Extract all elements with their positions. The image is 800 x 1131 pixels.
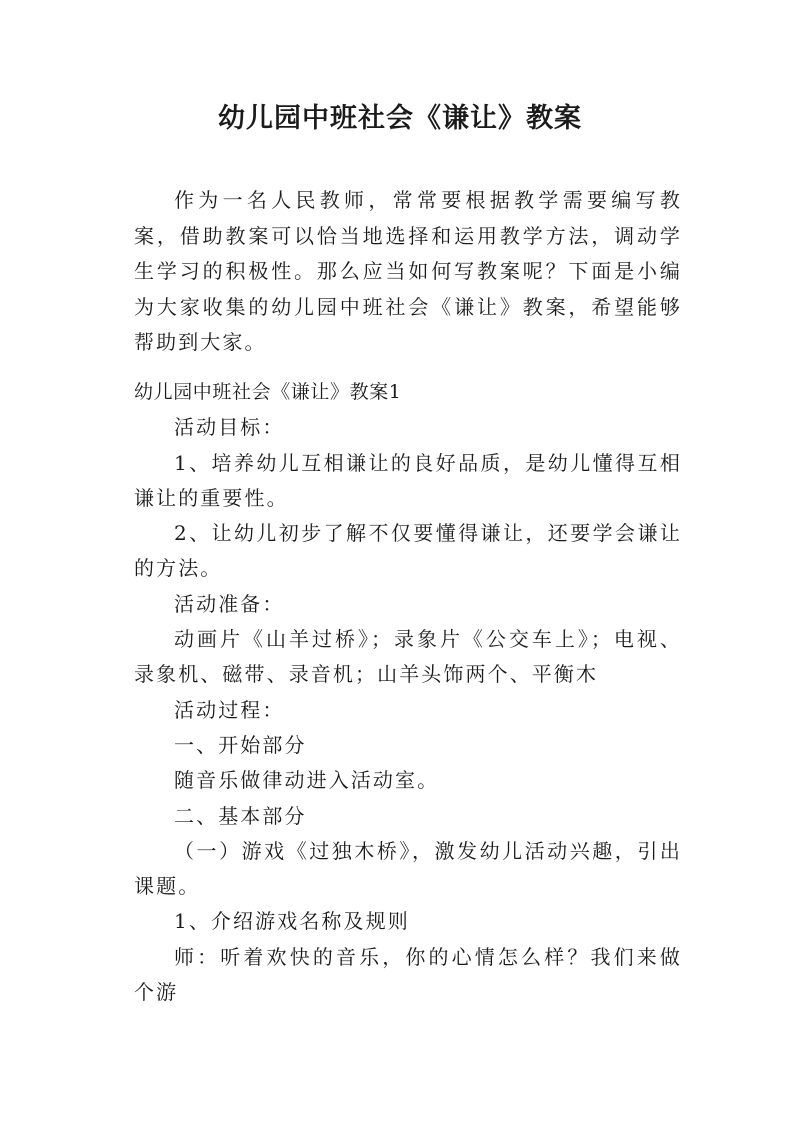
goal-item-1: 1、培养幼儿互相谦让的良好品质，是幼儿懂得互相谦让的重要性。 (134, 450, 682, 510)
heading-activity-preparation: 活动准备： (174, 591, 285, 616)
preparation-materials: 动画片《山羊过桥》；录象片《公交车上》；电视、录象机、磁带、录音机；山羊头饰两个、平衡木 (134, 627, 682, 687)
game-rules-heading: 1、介绍游戏名称及规则 (174, 909, 410, 934)
goal-item-2: 2、让幼儿初步了解不仅要懂得谦让，还要学会谦让的方法。 (134, 521, 682, 581)
section-heading: 幼儿园中班社会《谦让》教案1 (134, 381, 402, 403)
document-title: 幼儿园中班社会《谦让》教案 (218, 103, 582, 134)
part-one-text: 随音乐做律动进入活动室。 (174, 768, 440, 793)
intro-paragraph: 作为一名人民教师，常常要根据教学需要编写教案，借助教案可以恰当地选择和运用教学方法，调动学生学习的积极性。那么应当如何写教案呢？下面是小编为大家收集的幼儿园中班社会《谦让》教案，希望能够帮助到大家。 (134, 188, 682, 354)
game-section-text: （一）游戏《过独木桥》，激发幼儿活动兴趣，引出课题。 (134, 838, 682, 899)
part-two-heading: 二、基本部分 (174, 803, 307, 828)
teacher-dialogue: 师：听着欢快的音乐，你的心情怎么样？我们来做个游 (134, 944, 682, 1005)
part-one-heading: 一、开始部分 (174, 732, 307, 757)
document-body (134, 375, 682, 1010)
heading-activity-process: 活动过程： (174, 697, 285, 722)
heading-activity-goals: 活动目标： (174, 415, 285, 440)
